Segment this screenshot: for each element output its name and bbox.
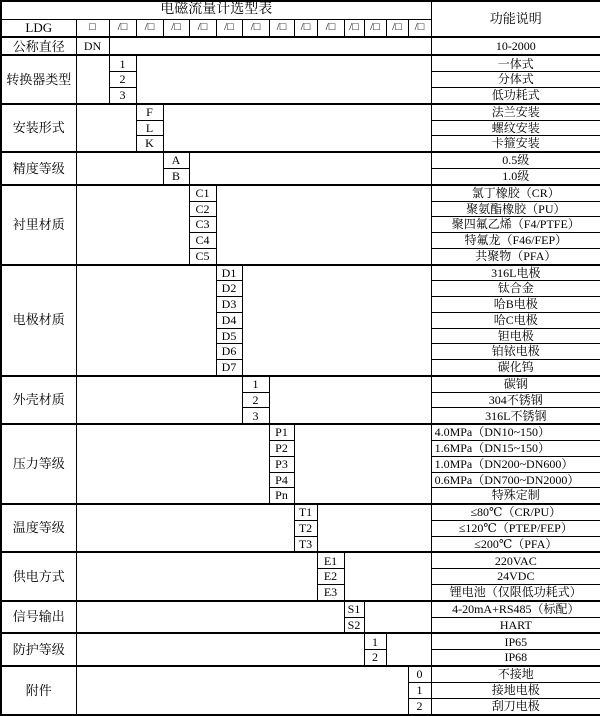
option-desc: 304不锈钢 xyxy=(431,392,600,408)
spacer-cell xyxy=(344,552,431,600)
group-label: 温度等级 xyxy=(1,504,76,552)
option-code: T2 xyxy=(294,520,317,536)
spacer-cell xyxy=(294,424,431,504)
group-label: 电极材质 xyxy=(1,265,76,376)
option-code: T3 xyxy=(294,536,317,552)
spacer-cell xyxy=(76,152,163,185)
option-desc: IP68 xyxy=(431,650,600,666)
option-desc: HART xyxy=(431,617,600,633)
function-column-header: 功能说明 xyxy=(431,1,600,37)
spacer-cell xyxy=(269,376,431,424)
model-slot: /□ xyxy=(269,20,294,38)
spacer-cell xyxy=(76,265,216,376)
model-slot: /□ xyxy=(136,20,163,38)
option-code: 3 xyxy=(109,87,136,103)
spacer-cell xyxy=(76,666,408,715)
spacer-cell xyxy=(163,104,431,152)
dn-value: 10-2000 xyxy=(431,37,600,55)
option-desc: 分体式 xyxy=(431,72,600,88)
spacer-cell xyxy=(242,265,431,376)
spacer-cell xyxy=(386,633,431,666)
spacer-cell xyxy=(76,55,109,103)
model-slot: /□ xyxy=(408,20,431,38)
option-code: D7 xyxy=(216,360,242,376)
model-slot: /□ xyxy=(364,20,386,38)
option-desc: 24VDC xyxy=(431,569,600,585)
option-code: S1 xyxy=(344,601,364,617)
option-code: 0 xyxy=(408,666,431,682)
spacer-cell xyxy=(76,424,269,504)
option-desc: 316L不锈钢 xyxy=(431,408,600,424)
model-slot-box: □ xyxy=(76,20,109,38)
option-code: D1 xyxy=(216,265,242,281)
option-desc: 共聚物（PFA） xyxy=(431,248,600,264)
spacer-cell xyxy=(136,55,431,103)
option-desc: 碳钢 xyxy=(431,376,600,392)
option-code: 2 xyxy=(109,72,136,88)
option-desc: 4-20mA+RS485（标配） xyxy=(431,601,600,617)
option-code: P2 xyxy=(269,441,294,457)
option-code: A xyxy=(163,152,189,168)
option-desc: 220VAC xyxy=(431,552,600,568)
option-code: D4 xyxy=(216,312,242,328)
option-desc: 哈B电极 xyxy=(431,297,600,313)
option-desc: 氯丁橡胶（CR） xyxy=(431,185,600,201)
dn-row-label: 公称直径 xyxy=(1,37,76,55)
option-desc: 卡箍安装 xyxy=(431,136,600,152)
option-code: L xyxy=(136,120,163,136)
group-label: 转换器类型 xyxy=(1,55,76,103)
option-desc: 1.0级 xyxy=(431,168,600,184)
option-desc: 一体式 xyxy=(431,55,600,71)
spacer-cell xyxy=(189,152,431,185)
option-code: D2 xyxy=(216,281,242,297)
group-label: 防护等级 xyxy=(1,633,76,666)
option-code: F xyxy=(136,104,163,120)
group-label: 供电方式 xyxy=(1,552,76,600)
option-desc: 聚四氟乙烯（F4/PTFE） xyxy=(431,217,600,233)
group-label: 压力等级 xyxy=(1,424,76,504)
option-desc: 0.5级 xyxy=(431,152,600,168)
model-slot: /□ xyxy=(317,20,344,38)
table-title: 电磁流量计选型表 xyxy=(1,1,431,20)
group-label: 安装形式 xyxy=(1,104,76,152)
option-code: 2 xyxy=(408,698,431,715)
spacer-cell xyxy=(76,601,344,634)
option-code: 1 xyxy=(364,633,386,649)
option-desc: 螺纹安装 xyxy=(431,120,600,136)
option-code: C1 xyxy=(189,185,216,201)
option-desc: 特氟龙（F46/FEP） xyxy=(431,233,600,249)
group-label: 精度等级 xyxy=(1,152,76,185)
option-desc: 1.0MPa（DN200~DN600） xyxy=(431,456,600,472)
option-desc: 哈C电极 xyxy=(431,312,600,328)
model-slot: /□ xyxy=(189,20,216,38)
option-desc: 不接地 xyxy=(431,666,600,682)
spacer-cell xyxy=(76,552,317,600)
option-code: C5 xyxy=(189,248,216,264)
option-desc: 低功耗式 xyxy=(431,87,600,103)
option-code: P3 xyxy=(269,456,294,472)
option-code: B xyxy=(163,168,189,184)
spacer-cell xyxy=(76,104,136,152)
option-code: D5 xyxy=(216,328,242,344)
option-code: P1 xyxy=(269,424,294,440)
option-desc: ≤120℃（PTEP/FEP） xyxy=(431,520,600,536)
option-code: C4 xyxy=(189,233,216,249)
option-code: E2 xyxy=(317,569,344,585)
option-code: S2 xyxy=(344,617,364,633)
option-code: E3 xyxy=(317,584,344,600)
model-slot: /□ xyxy=(294,20,317,38)
spacer-cell xyxy=(109,37,431,55)
spacer-cell xyxy=(76,633,364,666)
model-slot: /□ xyxy=(386,20,408,38)
option-code: E1 xyxy=(317,552,344,568)
option-desc: 0.6MPa（DN700~DN2000） xyxy=(431,472,600,488)
option-desc: 1.6MPa（DN15~150） xyxy=(431,441,600,457)
spacer-cell xyxy=(364,601,431,634)
model-slot: /□ xyxy=(344,20,364,38)
option-desc: ≤200℃（PFA） xyxy=(431,536,600,552)
model-slot: /□ xyxy=(242,20,269,38)
model-prefix: LDG xyxy=(1,20,76,38)
spacer-cell xyxy=(76,185,189,265)
option-code: D6 xyxy=(216,344,242,360)
option-desc: 铂铱电极 xyxy=(431,344,600,360)
option-code: T1 xyxy=(294,504,317,520)
option-desc: ≤80℃（CR/PU） xyxy=(431,504,600,520)
option-desc: 刮刀电极 xyxy=(431,698,600,715)
option-desc: 特殊定制 xyxy=(431,488,600,504)
option-code: 2 xyxy=(242,392,269,408)
option-desc: 接地电极 xyxy=(431,682,600,698)
option-desc: 钛合金 xyxy=(431,281,600,297)
option-code: 1 xyxy=(242,376,269,392)
option-desc: IP65 xyxy=(431,633,600,649)
spacer-cell xyxy=(317,504,431,552)
group-label: 附件 xyxy=(1,666,76,715)
group-label: 外壳材质 xyxy=(1,376,76,424)
option-desc: 碳化钨 xyxy=(431,360,600,376)
spacer-cell xyxy=(76,504,294,552)
option-desc: 钽电极 xyxy=(431,328,600,344)
option-code: 3 xyxy=(242,408,269,424)
option-code: K xyxy=(136,136,163,152)
model-slot: /□ xyxy=(163,20,189,38)
model-slot: /□ xyxy=(109,20,136,38)
option-code: Pn xyxy=(269,488,294,504)
option-desc: 法兰安装 xyxy=(431,104,600,120)
option-code: C3 xyxy=(189,217,216,233)
option-desc: 316L电极 xyxy=(431,265,600,281)
option-code: 1 xyxy=(109,55,136,71)
option-desc: 锂电池（仅限低功耗式） xyxy=(431,584,600,600)
option-code: C2 xyxy=(189,201,216,217)
spacer-cell xyxy=(76,376,242,424)
option-code: D3 xyxy=(216,297,242,313)
spacer-cell xyxy=(216,185,431,265)
option-code: 2 xyxy=(364,650,386,666)
option-code: 1 xyxy=(408,682,431,698)
option-code: P4 xyxy=(269,472,294,488)
dn-code: DN xyxy=(76,37,109,55)
group-label: 衬里材质 xyxy=(1,185,76,265)
model-slot: /□ xyxy=(216,20,242,38)
option-desc: 4.0MPa（DN10~150） xyxy=(431,424,600,440)
group-label: 信号输出 xyxy=(1,601,76,634)
option-desc: 聚氨酯橡胶（PU） xyxy=(431,201,600,217)
